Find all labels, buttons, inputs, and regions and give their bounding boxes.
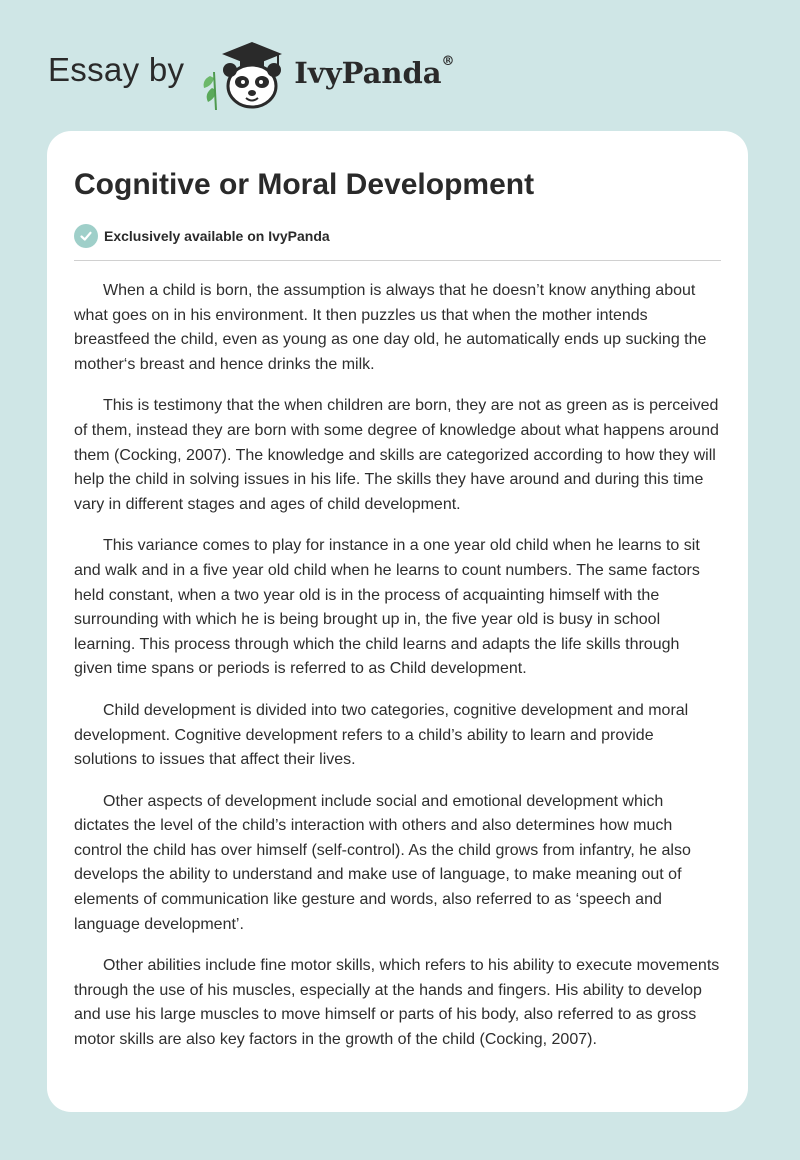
exclusive-badge: [74, 222, 721, 250]
brand-name[interactable]: IvyPanda®: [294, 54, 455, 90]
essay-paragraph: This variance comes to play for instance in a one year old child when he learns to sit and walk and in a five year old child when he learns to count numbers. The same factors held constant, when a two year old is in the process of acquainting himself with the surrounding with which he is being brought up in, the five year old is busy in school learning. This process through which the child learns and adapts the life skills through given time spans or periods is referred to as Child development.: [74, 537, 700, 678]
page-title: Cognitive or Moral Development: [74, 168, 535, 201]
divider: [74, 260, 721, 261]
exclusive-badge-label: Exclusively available on IvyPanda: [104, 228, 330, 244]
check-icon: [74, 224, 98, 248]
essay-paragraph: Other abilities include fine motor skills, which refers to his ability to execute movements through the use of his muscles, especially at the hands and fingers. His ability to develop and use his large muscles to move himself or parts of his body, also referred to as gross motor skills are also key factors in the growth of the child (Cocking, 2007).: [74, 957, 720, 1049]
registered-mark: ®: [441, 54, 455, 69]
essay-by-label: Essay by: [48, 51, 185, 88]
essay-paragraph: Child development is divided into two categories, cognitive development and moral development. Cognitive development refers to a child’s ability to learn and provide solutions to issues that affect their lives.: [74, 701, 689, 769]
essay-card: [47, 131, 748, 1112]
essay-paragraph: When a child is born, the assumption is always that he doesn’t know anything about what goes on in his environment. It then puzzles us that when the mother intends breastfeed the child, even as young as one day old, he automatically ends up sucking the mother‘s breast and hence drinks the milk.: [74, 282, 707, 373]
essay-paragraph: This is testimony that the when children are born, they are not as green as is perceived of them, instead they are born with some degree of knowledge about what happens around them (Cocking, 2007). The knowledge and skills are categorized according to how they will help the child in solving issues in his life. The skills they have around and during this time vary in different stages and ages of child development.: [74, 397, 719, 513]
essay-paragraph: Other aspects of development include social and emotional development which dictates the level of the child’s interaction with others and also determines how much control the child has over himself (self-control). As the child grows from infantry, he also develops the ability to understand and make use of language, to make meaning out of elements of communication like gesture and words, also referred to as ‘speech and language development’.: [74, 792, 691, 933]
panda-logo-icon[interactable]: [200, 36, 286, 112]
site-header: [48, 36, 455, 112]
